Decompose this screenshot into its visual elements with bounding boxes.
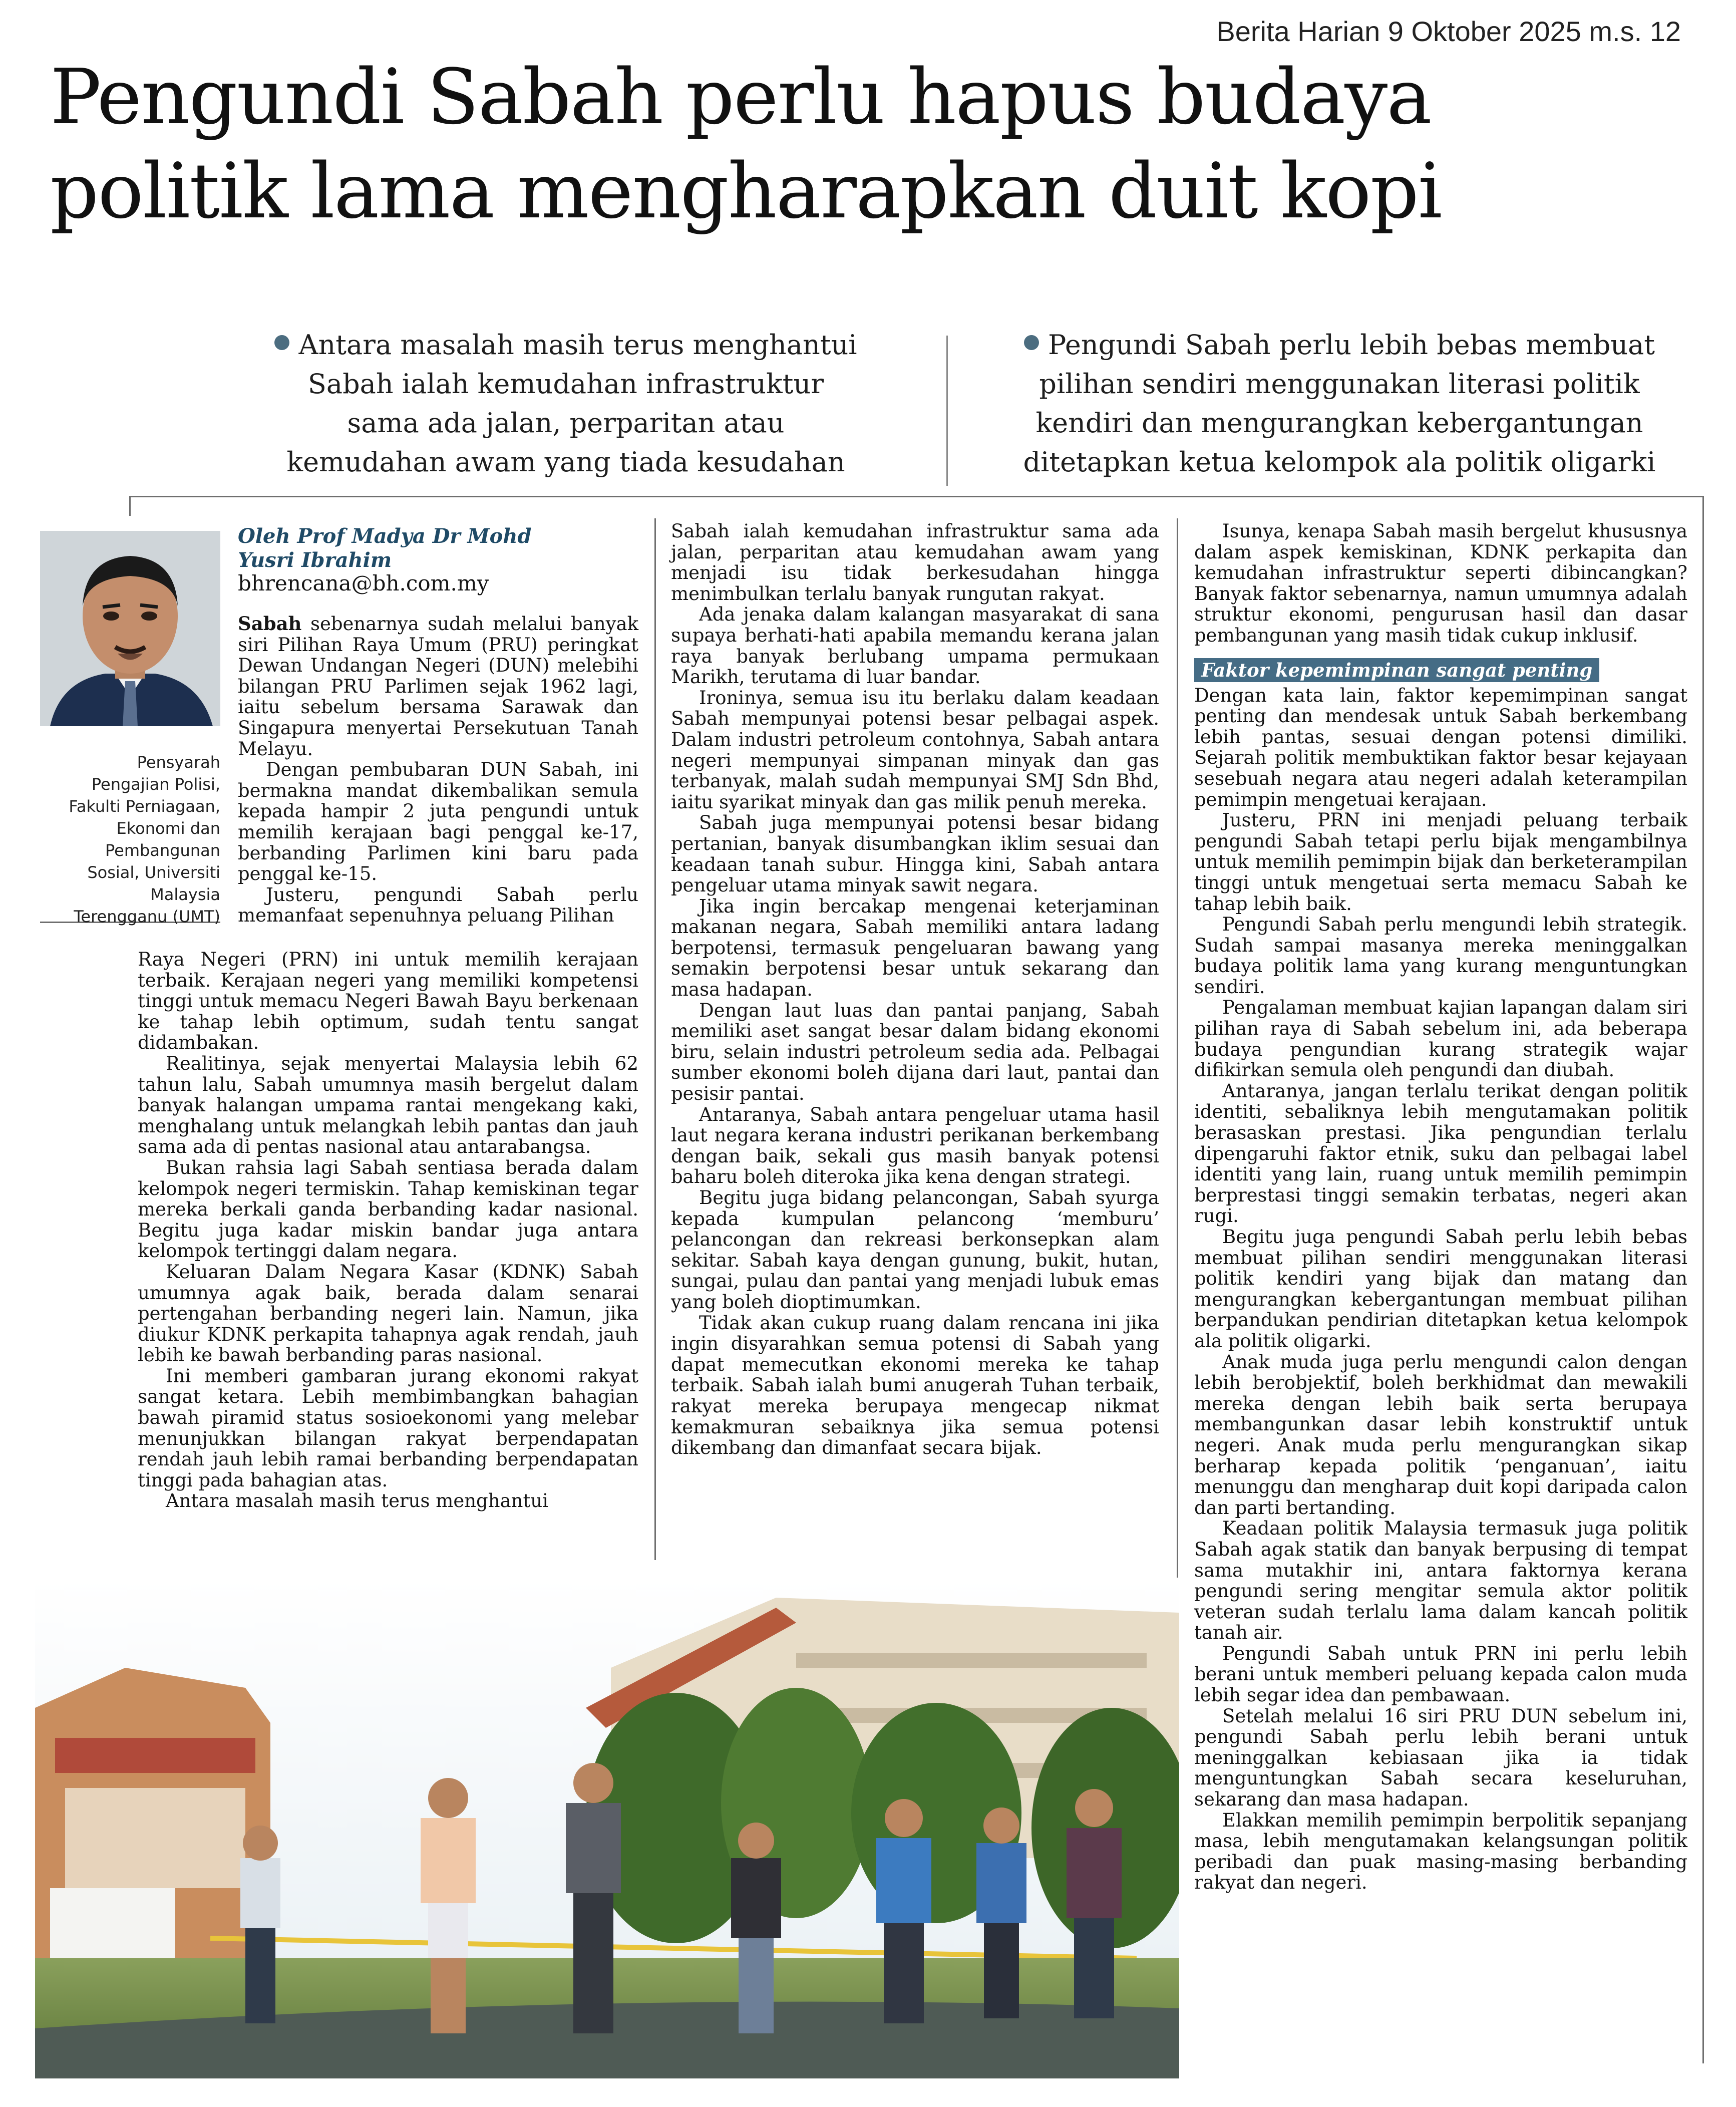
paragraph: Anak muda juga perlu mengundi calon dengan lebih berobjektif, boleh berkhidmat dan mewakili mereka dengan lebih baik serta berupaya membangunkan dasar lebih konstruktif untuk negeri. Anak muda perlu mengurangkan sikap berharap kepada politik ‘penganuan’, iaitu menunggu dan mengharap duit kopi daripada calon dan parti bertanding.	[1194, 1351, 1687, 1519]
article-top-rule	[129, 496, 1704, 497]
caption-line: Terengganu (UMT)	[74, 907, 220, 926]
paragraph-text: sebenarnya sudah melalui banyak siri Pilihan Raya Umum (PRU) peringkat Dewan Undangan Negeri (DUN) melebihi bilangan PRU Parlimen sejak 1962 lagi, iaitu sebelum bersama Sarawak dan Singapura menyertai Persekutuan Tanah Melayu.	[238, 613, 638, 760]
article-column-3	[1194, 521, 1687, 1893]
paragraph: Jika ingin bercakap mengenai keterjaminan makanan negara, Sabah memiliki antara ladang berpotensi, termasuk pengeluaran bawang yang semakin berpotensi besar untuk sekarang dan masa hadapan.	[671, 895, 1159, 1001]
article-column-2	[671, 521, 1159, 1458]
subhead-wrap	[1194, 658, 1687, 682]
deck-right-line: Pengundi Sabah perlu lebih bebas membuat	[1048, 329, 1655, 361]
paragraph: Justeru, PRN ini menjadi peluang terbaik pengundi Sabah tetapi perlu bijak mengambilnya untuk memilih pemimpin bijak dan berketerampilan tinggi untuk mengetuai serta memacu Sabah ke tahap lebih baik.	[1194, 809, 1687, 915]
article-right-rule	[1702, 496, 1704, 2063]
paragraph: Dengan laut luas dan pantai panjang, Sabah memiliki aset sangat besar dalam bidang ekonomi biru, selain industri petroleum sedia ada. Pelbagai sumber ekonomi boleh dijana dari laut, pantai dan pesisir pantai.	[671, 999, 1159, 1105]
headline-line-1: Pengundi Sabah perlu hapus budaya	[50, 53, 1431, 141]
paragraph: Dengan kata lain, faktor kepemimpinan sangat penting dan mendesak untuk Sabah berkembang lebih pantas, sesuai dengan potensi dimiliki. Sejarah politik membuktikan faktor besar kejayaan sesebuah negara atau negeri adalah keterampilan pemimpin mengetuai kerajaan.	[1194, 684, 1687, 810]
deck-right	[994, 326, 1685, 482]
paragraph: Elakkan memilih pemimpin berpolitik sepanjang masa, lebih mengutamakan kelangsungan politik peribadi dan puak masing-masing berbanding rakyat dan negeri.	[1194, 1809, 1687, 1894]
headline-line-2: politik lama mengharapkan duit kopi	[50, 147, 1442, 235]
article-top-tick	[129, 496, 131, 516]
paragraph: Justeru, pengundi Sabah perlu memanfaat sepenuhnya peluang Pilihan	[238, 883, 638, 927]
voters-queue-scene-icon	[35, 1578, 1179, 2078]
deck-right-line: ditetapkan ketua kelompok ala politik oligarki	[1023, 446, 1656, 478]
paragraph: Antara masalah masih terus menghantui	[166, 1490, 548, 1512]
deck-divider	[946, 336, 948, 486]
bullet-dot-icon	[274, 335, 289, 350]
paragraph: Begitu juga pengundi Sabah perlu lebih bebas membuat pilihan sendiri menggunakan literasi politik kendiri yang bijak dan matang dan mengurangkan kebergantungan membuat pilihan berpandukan pendirian ditetapkan ketua kelompok ala politik oligarki.	[1194, 1226, 1687, 1352]
deck-left	[260, 326, 871, 482]
byline-line-2: Yusri Ibrahim	[238, 548, 392, 572]
source-line: Berita Harian 9 Oktober 2025 m.s. 12	[1216, 16, 1681, 47]
paragraph: Tidak akan cukup ruang dalam rencana ini jika ingin disyarahkan semua potensi di Sabah yang dapat memecutkan ekonomi mereka ke tahap terbaik. Sabah ialah bumi anugerah Tuhan terbaik, rakyat mereka berupaya mengecap nikmat kemakmuran sebaiknya jika semua potensi dikembang dan dimanfaat secara bijak.	[671, 1312, 1159, 1459]
caption-line: Ekonomi dan	[116, 819, 220, 838]
column-divider-1	[654, 518, 656, 1560]
bullet-dot-icon	[1024, 335, 1039, 350]
paragraph: Pengundi Sabah untuk PRN ini perlu lebih berani untuk memberi peluang kepada calon muda lebih segar idea dan pembawaan.	[1194, 1642, 1687, 1706]
caption-line: Fakulti Perniagaan,	[69, 797, 220, 816]
paragraph: Bukan rahsia lagi Sabah sentiasa berada dalam kelompok negeri termiskin. Tahap kemiskinan tegar mereka berkali ganda berbanding kadar nasional. Begitu juga kadar miskin bandar juga antara kelompok tertinggi dalam negara.	[138, 1156, 638, 1262]
deck-right-line: kendiri dan mengurangkan kebergantungan	[1035, 407, 1643, 439]
subhead: Faktor kepemimpinan sangat penting	[1194, 658, 1599, 682]
caption-line: Sosial, Universiti	[87, 863, 220, 882]
paragraph: Keluaran Dalam Negara Kasar (KDNK) Sabah umumnya agak baik, berada dalam senarai pertengahan berbanding negeri lain. Namun, jika diukur KDNK perkapita tahapnya agak rendah, jauh lebih ke bawah berbanding paras nasional.	[138, 1261, 638, 1366]
author-portrait-icon	[40, 531, 220, 726]
author-photo	[40, 531, 220, 726]
lead-word: Sabah	[238, 613, 302, 635]
paragraph: Raya Negeri (PRN) ini untuk memilih kerajaan terbaik. Kerajaan negeri yang memiliki kompetensi tinggi untuk memacu Negeri Bawah Bayu berkenaan ke tahap lebih optimum, sudah tentu sangat didambakan.	[138, 949, 638, 1054]
author-caption	[30, 751, 220, 928]
article-column-1-upper	[238, 614, 638, 926]
article-column-1-lower	[138, 949, 638, 1512]
caption-line: Malaysia	[150, 885, 220, 904]
paragraph: Pengalaman membuat kajian lapangan dalam siri pilihan raya di Sabah sebelum ini, ada beberapa budaya pengundian kurang strategik wajar difikirkan semula oleh pengundi dan diubah.	[1194, 997, 1687, 1081]
byline	[238, 524, 531, 572]
paragraph: Ini memberi gambaran jurang ekonomi rakyat sangat ketara. Lebih membimbangkan bahagian bawah piramid status sosioekonomi yang melebar menunjukkan bilangan rakyat berpendapatan rendah jauh lebih ramai berbanding berpendapatan tinggi pada bahagian atas.	[138, 1365, 638, 1491]
deck-right-line: pilihan sendiri menggunakan literasi politik	[1039, 368, 1640, 400]
caption-line: Pengajian Polisi,	[91, 775, 220, 794]
paragraph: Begitu juga bidang pelancongan, Sabah syurga kepada kumpulan pelancong ‘memburu’ pelancongan dan rekreasi berkonsepkan alam sekitar. Sabah kaya dengan gunung, bukit, hutan, sungai, pulau dan pantai yang menjadi lubuk emas yang boleh dioptimumkan.	[671, 1187, 1159, 1313]
paragraph: Setelah melalui 16 siri PRU DUN sebelum ini, pengundi Sabah perlu lebih berani untuk meninggalkan kebiasaan jika ia tidak menguntungkan Sabah secara keseluruhan, sekarang dan masa hadapan.	[1194, 1705, 1687, 1811]
deck-left-line: Sabah ialah kemudahan infrastruktur	[307, 368, 824, 400]
paragraph: Dengan pembubaran DUN Sabah, ini bermakna mandat dikembalikan semula kepada hampir 2 juta pengundi untuk memilih kerajaan bagi penggal ke-17, berbanding Parlimen kini baru pada penggal ke-15.	[238, 759, 638, 885]
deck-left-line: Antara masalah masih terus menghantui	[298, 329, 857, 361]
paragraph: Antaranya, jangan terlalu terikat dengan politik identiti, sebaliknya lebih mengutamakan politik berasaskan prestasi. Jika pengundian terlalu dipengaruhi faktor etnik, suku dan pelbagai label identiti yang lain, ruang untuk memilih pemimpin berprestasi tinggi semakin terbatas, negeri akan rugi.	[1194, 1080, 1687, 1227]
paragraph: Sabah ialah kemudahan infrastruktur sama ada jalan, perparitan atau kemudahan awam yang menjadi isu tidak berkesudahan hingga menimbulkan terlalu banyak rungutan rakyat.	[671, 520, 1159, 605]
paragraph: Antaranya, Sabah antara pengeluar utama hasil laut negara kerana industri perikanan berkembang dengan baik, sekali gus masih banyak potensi baharu boleh diteroka jika kena dengan strategi.	[671, 1103, 1159, 1188]
paragraph: Ironinya, semua isu itu berlaku dalam keadaan Sabah mempunyai potensi besar pelbagai aspek. Dalam industri petroleum contohnya, Sabah antara negeri mempunyai simpanan minyak dan gas terbanyak, malah sudah mempunyai SMJ Sdn Bhd, iaitu syarikat minyak dan gas milik penuh mereka.	[671, 687, 1159, 813]
paragraph: Isunya, kenapa Sabah masih bergelut khususnya dalam aspek kemiskinan, KDNK perkapita dan kemudahan infrastruktur seperti dibincangkan? Banyak faktor sebenarnya, namun umumnya adalah struktur ekonomi, pengurusan hasil dan dasar pembangunan yang masih tidak cukup inklusif.	[1194, 520, 1687, 646]
paragraph: Pengundi Sabah perlu mengundi lebih strategik. Sudah sampai masanya mereka meninggalkan budaya politik lama yang kurang menguntungkan sendiri.	[1194, 914, 1687, 998]
paragraph: Keadaan politik Malaysia termasuk juga politik Sabah agak statik dan banyak berpusing di tempat sama mutakhir ini, antara faktornya kerana pengundi sering mengitar semula aktor politik veteran sudah terlalu lama dalam kancah politik tanah air.	[1194, 1518, 1687, 1644]
byline-line-1: Oleh Prof Madya Dr Mohd	[238, 524, 532, 548]
deck-left-line: kemudahan awam yang tiada kesudahan	[286, 446, 845, 478]
paragraph	[238, 614, 638, 759]
paragraph: Realitinya, sejak menyertai Malaysia lebih 62 tahun lalu, Sabah umumnya masih bergelut dalam banyak halangan umpama rantai mengekang kaki, menghalang untuk melangkah lebih pantas dan jauh sama ada di pentas nasional atau antarabangsa.	[138, 1052, 638, 1158]
caption-line: Pembangunan	[105, 841, 220, 860]
author-email: bhrencana@bh.com.my	[238, 571, 489, 595]
caption-line: Pensyarah	[137, 753, 220, 772]
headline	[50, 50, 1702, 238]
news-photo	[35, 1578, 1179, 2078]
paragraph: Ada jenaka dalam kalangan masyarakat di sana supaya berhati-hati apabila memandu kerana jalan raya banyak berlubang umpama permukaan Marikh, terutama di luar bandar.	[671, 604, 1159, 688]
paragraph: Sabah juga mempunyai potensi besar bidang pertanian, banyak disumbangkan iklim sesuai dan keadaan tanah subur. Hingga kini, Sabah antara pengeluar utama minyak sawit negara.	[671, 812, 1159, 896]
deck-left-line: sama ada jalan, perparitan atau	[347, 407, 785, 439]
